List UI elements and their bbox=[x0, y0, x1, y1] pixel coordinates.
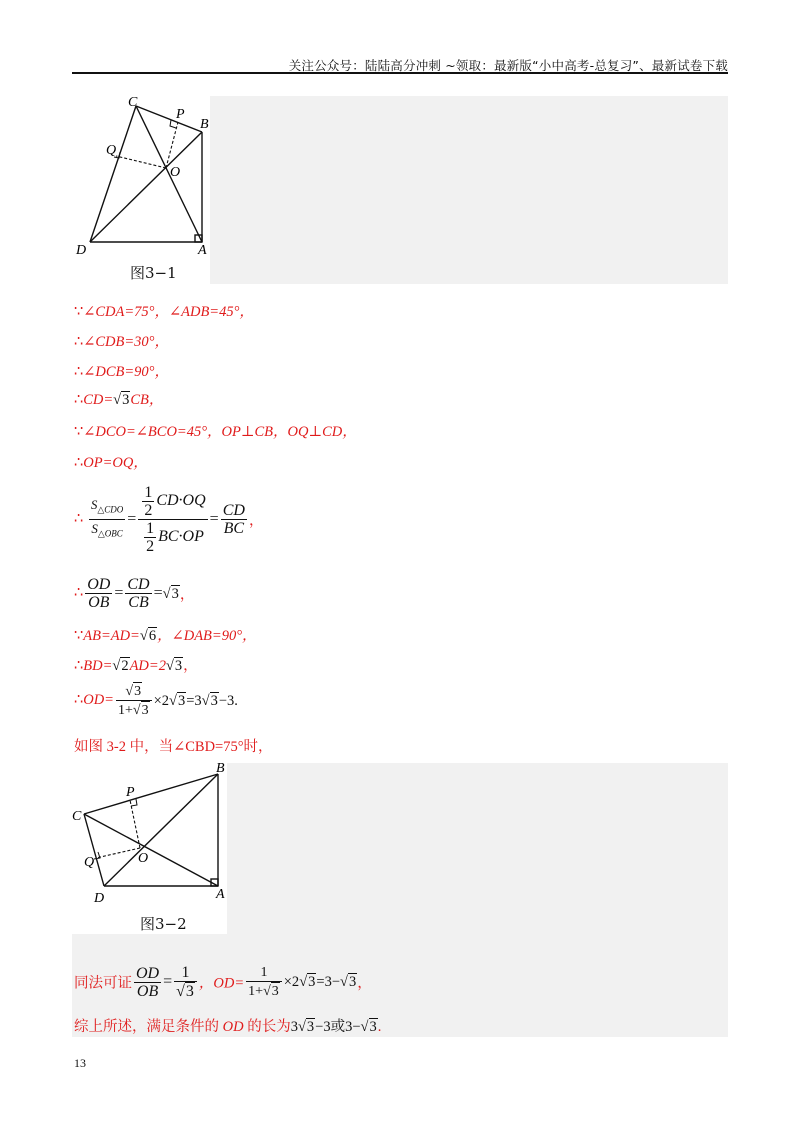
line-8: ∴ $\frac{OD}{OB}$ = $\frac{CD}{CB}$ =√3， bbox=[74, 576, 195, 611]
line-13-a: 同法可证 bbox=[74, 975, 132, 992]
fig1-label-B: B bbox=[200, 117, 209, 132]
line-13-frac-2: $\frac{1}{1+√3}$ bbox=[246, 964, 282, 1000]
line-1-symbol: ∵ bbox=[74, 304, 84, 320]
fig2-label-D: D bbox=[94, 891, 105, 906]
line-3 bbox=[74, 360, 169, 381]
figure-3-1-caption: 图3−1 bbox=[130, 264, 177, 282]
fig1-label-C: C bbox=[128, 95, 138, 110]
fig2-label-B: B bbox=[216, 762, 225, 776]
line-7-eq2: = bbox=[209, 510, 219, 528]
line-7-frac-areas: $\frac{S_{\triangle CDO}}{S_{\triangle OBC}}$ bbox=[90, 497, 124, 539]
line-7-frac-cd-bc: $\frac{CD}{BC}$ bbox=[222, 502, 245, 537]
line-9-b: ，∠DAB=90°， bbox=[157, 628, 257, 644]
line-4-symbol: ∴ bbox=[74, 392, 84, 408]
fig2-label-P: P bbox=[126, 785, 135, 800]
line-12 bbox=[74, 735, 273, 756]
line-8-sqrt: √3 bbox=[162, 585, 179, 602]
line-4-sqrt: √3 bbox=[113, 392, 130, 408]
line-2-symbol: ∴ bbox=[74, 334, 84, 350]
page-number: 13 bbox=[74, 1056, 86, 1070]
fig1-label-A: A bbox=[198, 243, 207, 258]
gray-panel-top bbox=[210, 96, 728, 284]
line-3-text: ∠DCB=90°， bbox=[83, 364, 169, 380]
line-7-symbol: ∴ bbox=[74, 511, 84, 527]
line-5-text: ∠DCO=∠BCO=45°，OP⊥CB，OQ⊥CD， bbox=[83, 424, 357, 440]
line-4-a: CD= bbox=[83, 392, 114, 408]
figure-3-1-diagram bbox=[72, 94, 210, 284]
line-8-symbol: ∴ bbox=[74, 585, 84, 601]
line-5-symbol: ∵ bbox=[74, 424, 84, 440]
line-13-frac-od-ob: $\frac{OD}{OB}$ bbox=[136, 964, 160, 1000]
line-10: ∴BD=√2AD=2√3， bbox=[74, 658, 198, 674]
fig1-label-D: D bbox=[76, 243, 87, 258]
fig2-label-O: O bbox=[138, 851, 149, 866]
line-11-frac: $\frac{√3}{1+√3}$ bbox=[116, 682, 152, 719]
line-4 bbox=[74, 388, 163, 409]
fig2-label-C: C bbox=[72, 809, 82, 824]
line-9-a: AB=AD= bbox=[83, 628, 140, 644]
line-9 bbox=[74, 624, 257, 645]
fig1-label-P: P bbox=[176, 107, 185, 122]
header-rule bbox=[72, 72, 728, 74]
line-2 bbox=[74, 330, 169, 351]
line-6-text: OP=OQ， bbox=[83, 455, 148, 471]
fig1-label-Q: Q bbox=[106, 143, 117, 158]
line-1-text: ∠CDA=75°，∠ADB=45°， bbox=[83, 304, 254, 320]
line-13-frac-1-sqrt3: $\frac{1}{√3}$ bbox=[174, 964, 197, 1000]
figure-3-2-caption: 图3−2 bbox=[140, 915, 187, 933]
line-6-symbol: ∴ bbox=[74, 455, 84, 471]
line-10-symbol: ∴ bbox=[74, 658, 84, 674]
line-8-frac-od-ob: $\frac{OD}{OB}$ bbox=[87, 576, 111, 611]
line-7-eq1: = bbox=[127, 510, 137, 528]
line-13: 同法可证 $\frac{OD}{OB}$ = $\frac{1}{√3}$ ，OD= $\frac{1}{1+√3}$ ×2√3=3−√3， bbox=[74, 964, 372, 1000]
line-14: 综上所述，满足条件的 OD 的长为3√3−3或3−√3. bbox=[74, 1019, 382, 1035]
figure-3-2-diagram bbox=[72, 762, 227, 934]
gray-panel-bottom bbox=[227, 763, 728, 933]
figure-3-2 bbox=[72, 762, 227, 934]
figure-3-1 bbox=[72, 94, 210, 284]
page-header: 关注公众号：陆陆高分冲刺 ~领取：最新版“小中高考-总复习”、最新试卷下载 bbox=[288, 58, 728, 73]
line-5 bbox=[74, 420, 357, 441]
line-12-text: 如图 3-2 中，当∠CBD=75°时， bbox=[74, 739, 273, 755]
line-9-symbol: ∵ bbox=[74, 628, 84, 644]
line-1 bbox=[74, 300, 254, 321]
line-11-symbol: ∴ bbox=[74, 692, 84, 708]
line-4-b: CB， bbox=[130, 392, 164, 408]
line-7-frac-big: $\frac{1}{2}$ CD·OQ $\frac{1}{2}$ BC·OP bbox=[138, 484, 207, 555]
line-9-sqrt: √6 bbox=[139, 628, 157, 644]
line-6 bbox=[74, 451, 148, 472]
line-7-end: ， bbox=[248, 513, 264, 529]
fig2-label-Q: Q bbox=[84, 855, 95, 870]
line-8-frac-cd-cb: $\frac{CD}{CB}$ bbox=[127, 576, 150, 611]
line-11: ∴OD= $\frac{√3}{1+√3}$ ×2√3=3√3−3. bbox=[74, 684, 238, 718]
fig1-label-O: O bbox=[170, 165, 181, 180]
line-2-text: ∠CDB=30°， bbox=[83, 334, 169, 350]
line-7 bbox=[74, 484, 263, 555]
fig2-label-A: A bbox=[216, 887, 225, 902]
line-3-symbol: ∴ bbox=[74, 364, 84, 380]
